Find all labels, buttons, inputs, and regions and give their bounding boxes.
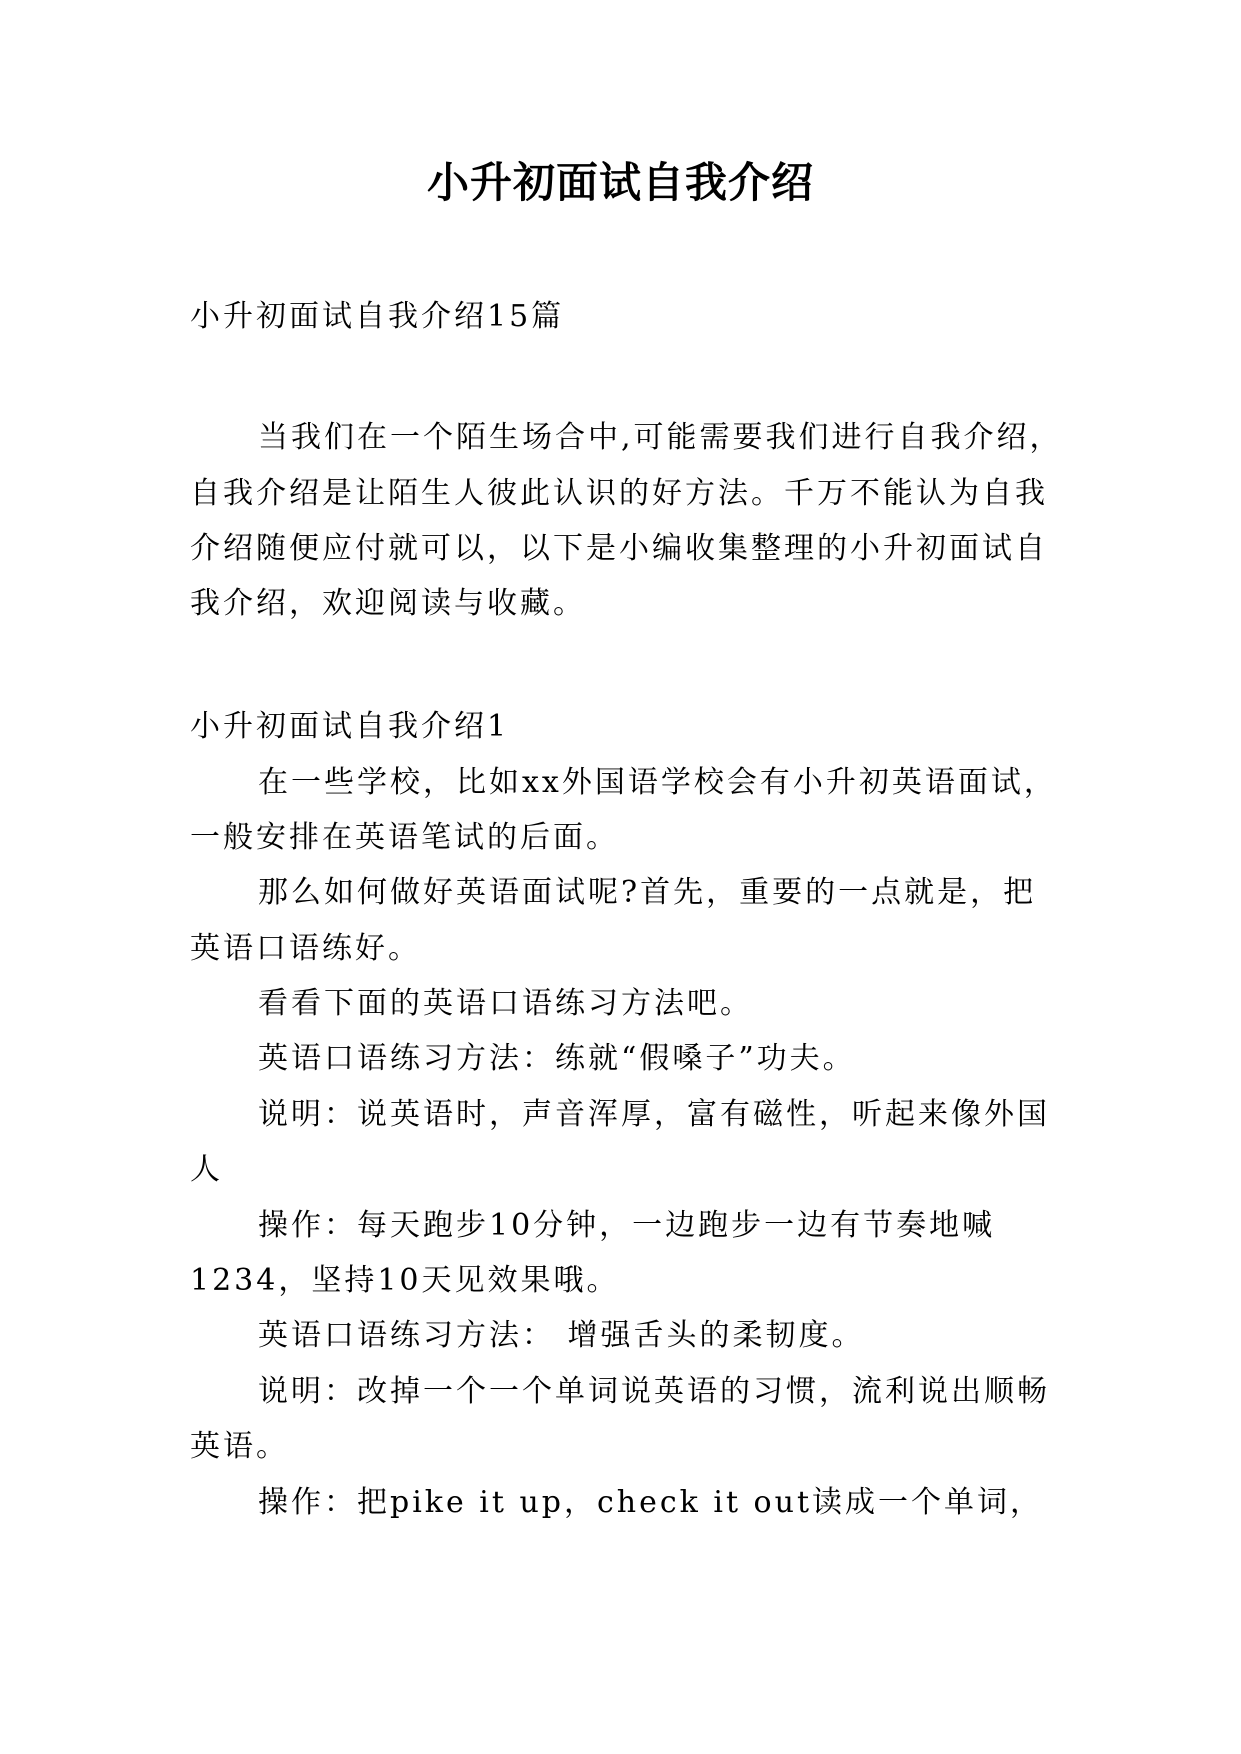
body-line: 英语口语练习方法：练就“假嗓子”功夫。 (258, 1041, 856, 1076)
body-line: 操作：把pike it up，check it out读成一个单词， (258, 1485, 1043, 1520)
body-line: 1234，坚持10天见效果哦。 (190, 1263, 620, 1298)
intro-line: 我介绍，欢迎阅读与收藏。 (190, 586, 586, 621)
intro-line: 自我介绍是让陌生人彼此认识的好方法。千万不能认为自我 (190, 476, 1048, 511)
body-line: 那么如何做好英语面试呢?首先，重要的一点就是，把 (258, 875, 1037, 910)
body-line: 说明：说英语时，声音浑厚，富有磁性，听起来像外国 (258, 1097, 1050, 1132)
section-heading: 小升初面试自我介绍1 (190, 709, 510, 744)
body-line: 英语口语练习方法： 增强舌头的柔韧度。 (258, 1318, 865, 1353)
body-line: 说明：改掉一个一个单词说英语的习惯，流利说出顺畅 (258, 1374, 1050, 1409)
body-line: 看看下面的英语口语练习方法吧。 (258, 986, 753, 1021)
body-line: 在一些学校，比如xx外国语学校会有小升初英语面试， (258, 765, 1057, 800)
body-line: 操作：每天跑步10分钟，一边跑步一边有节奏地喊 (258, 1208, 996, 1243)
document-subtitle: 小升初面试自我介绍15篇 (190, 299, 565, 334)
body-line: 英语口语练好。 (190, 931, 421, 966)
document-title: 小升初面试自我介绍 (426, 158, 814, 207)
intro-line: 介绍随便应付就可以，以下是小编收集整理的小升初面试自 (190, 531, 1048, 566)
intro-line: 当我们在一个陌生场合中,可能需要我们进行自我介绍， (258, 420, 1063, 455)
body-line: 人 (190, 1152, 223, 1187)
body-line: 一般安排在英语笔试的后面。 (190, 820, 619, 855)
body-line: 英语。 (190, 1429, 289, 1464)
